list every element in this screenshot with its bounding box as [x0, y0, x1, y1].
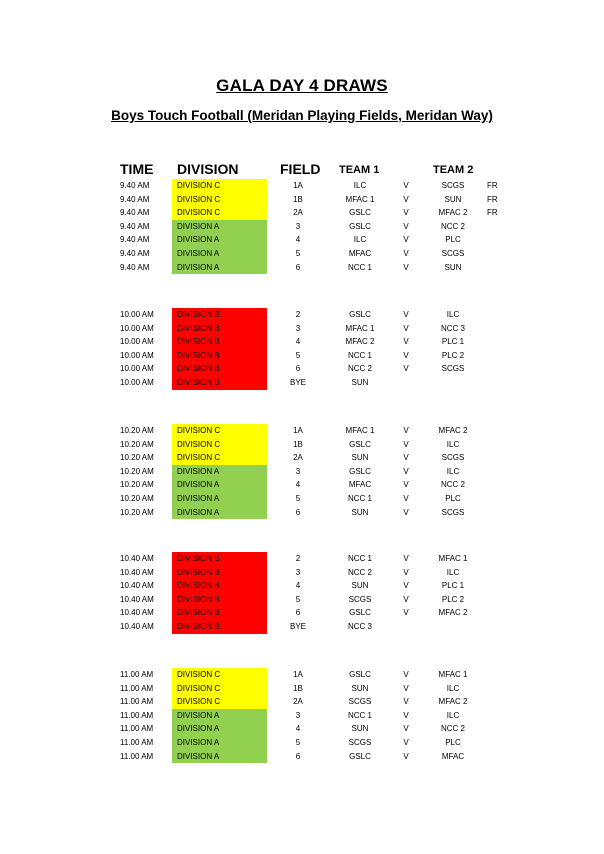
division-cell: DIVISION C [172, 179, 267, 193]
field-cell: BYE [289, 377, 306, 387]
team2-cell: MFAC 1 [438, 670, 468, 679]
team1-cell: SCGS [348, 697, 372, 707]
field-cell: 3 [295, 466, 301, 476]
time-cell: 9.40 AM [120, 248, 150, 258]
note-cell: FR [487, 208, 498, 218]
versus-cell: V [403, 181, 409, 190]
team2-cell: MFAC [441, 751, 465, 761]
table-row [0, 376, 604, 390]
field-cell: 5 [295, 350, 301, 360]
team1-cell: NCC 2 [347, 364, 372, 374]
time-cell: 10.00 AM [120, 323, 154, 333]
versus-cell: V [403, 194, 409, 204]
versus-cell: V [403, 581, 409, 591]
header-field: FIELD [280, 161, 321, 177]
field-cell: 3 [295, 323, 301, 333]
time-cell: 10.20 AM [120, 507, 154, 517]
versus-cell: V [403, 426, 409, 435]
field-cell: 6 [295, 608, 301, 618]
field-cell: 4 [295, 235, 301, 245]
division-cell: DIVISION B [172, 552, 267, 566]
team2-cell: SCGS [441, 248, 465, 258]
table-row [0, 506, 604, 520]
versus-cell: V [403, 262, 409, 272]
time-cell: 10.20 AM [120, 426, 154, 435]
time-cell: 10.20 AM [120, 480, 154, 490]
division-cell: DIVISION B [172, 349, 267, 363]
page-subtitle: Boys Touch Football (Meridan Playing Fields, Meridan Way) [111, 108, 493, 123]
team1-cell: GSLC [349, 670, 371, 679]
field-cell: 2A [293, 208, 303, 218]
time-cell: 11.00 AM [120, 737, 154, 747]
team2-cell: PLC 1 [441, 581, 465, 591]
table-row [0, 362, 604, 376]
time-cell: 10.00 AM [120, 337, 154, 347]
versus-cell: V [403, 310, 409, 319]
division-cell: DIVISION A [172, 750, 267, 764]
versus-cell: V [403, 453, 409, 463]
time-block [0, 308, 604, 390]
time-cell: 11.00 AM [120, 724, 154, 734]
header-team2: TEAM 2 [433, 164, 474, 176]
time-cell: 11.00 AM [120, 751, 154, 761]
field-cell: 3 [295, 567, 301, 577]
team1-cell: GSLC [349, 221, 371, 231]
time-cell: 11.00 AM [120, 670, 154, 679]
time-cell: 9.40 AM [120, 221, 150, 231]
team2-cell: MFAC 1 [438, 554, 468, 563]
table-row [0, 695, 604, 709]
division-cell: DIVISION A [172, 220, 267, 234]
table-row [0, 620, 604, 634]
team2-cell: SCGS [441, 181, 465, 190]
table-row [0, 193, 604, 207]
team1-cell: GSLC [349, 310, 371, 319]
team1-cell: SCGS [348, 594, 372, 604]
division-cell: DIVISION B [172, 322, 267, 336]
table-row [0, 736, 604, 750]
field-cell: 1B [293, 194, 303, 204]
division-cell: DIVISION C [172, 451, 267, 465]
team1-cell: SUN [351, 683, 369, 693]
time-cell: 10.00 AM [120, 310, 154, 319]
field-cell: 4 [295, 337, 301, 347]
table-row [0, 492, 604, 506]
field-cell: 5 [295, 594, 301, 604]
field-cell: 2A [293, 697, 303, 707]
time-cell: 10.20 AM [120, 493, 154, 503]
versus-cell: V [403, 751, 409, 761]
division-cell: DIVISION B [172, 566, 267, 580]
time-cell: 10.40 AM [120, 621, 154, 631]
versus-cell: V [403, 737, 409, 747]
time-cell: 10.00 AM [120, 364, 154, 374]
field-cell: 2A [293, 453, 303, 463]
time-cell: 9.40 AM [120, 235, 150, 245]
time-cell: 10.20 AM [120, 466, 154, 476]
table-row [0, 566, 604, 580]
division-cell: DIVISION C [172, 695, 267, 709]
team2-cell: MFAC 2 [438, 608, 468, 618]
table-row [0, 179, 604, 193]
table-row [0, 247, 604, 261]
team1-cell: MFAC [348, 480, 372, 490]
team1-cell: NCC 1 [347, 554, 372, 563]
division-cell: DIVISION C [172, 668, 267, 682]
division-cell: DIVISION C [172, 206, 267, 220]
table-row [0, 438, 604, 452]
team1-cell: SUN [351, 724, 369, 734]
team1-cell: GSLC [349, 439, 371, 449]
table-row [0, 478, 604, 492]
team2-cell: ILC [446, 310, 460, 319]
team1-cell: NCC 1 [347, 493, 372, 503]
field-cell: 6 [295, 507, 301, 517]
table-row [0, 424, 604, 438]
time-block [0, 424, 604, 519]
team1-cell: NCC 2 [347, 567, 372, 577]
division-cell: DIVISION A [172, 261, 267, 275]
table-row [0, 606, 604, 620]
team2-cell: NCC 2 [440, 480, 465, 490]
division-cell: DIVISION A [172, 233, 267, 247]
versus-cell: V [403, 235, 409, 245]
division-cell: DIVISION A [172, 709, 267, 723]
table-row [0, 750, 604, 764]
versus-cell: V [403, 507, 409, 517]
field-cell: 6 [295, 364, 301, 374]
team2-cell: ILC [446, 710, 460, 720]
table-row [0, 722, 604, 736]
table-row [0, 451, 604, 465]
team1-cell: ILC [353, 181, 367, 190]
versus-cell: V [403, 608, 409, 618]
team2-cell: NCC 2 [440, 221, 465, 231]
table-row [0, 261, 604, 275]
team1-cell: GSLC [349, 751, 371, 761]
time-cell: 10.20 AM [120, 439, 154, 449]
team1-cell: MFAC 1 [345, 194, 375, 204]
time-block [0, 179, 604, 274]
team2-cell: PLC [445, 493, 461, 503]
time-cell: 10.00 AM [120, 377, 154, 387]
field-cell: 2 [295, 310, 301, 319]
versus-cell: V [403, 439, 409, 449]
versus-cell: V [403, 323, 409, 333]
division-cell: DIVISION B [172, 308, 267, 322]
versus-cell: V [403, 350, 409, 360]
time-block [0, 552, 604, 634]
note-cell: FR [487, 181, 498, 190]
team1-cell: ILC [353, 235, 367, 245]
team1-cell: SUN [351, 581, 369, 591]
field-cell: 6 [295, 751, 301, 761]
table-row [0, 682, 604, 696]
table-row [0, 465, 604, 479]
division-cell: DIVISION B [172, 606, 267, 620]
time-cell: 11.00 AM [120, 683, 154, 693]
time-cell: 11.00 AM [120, 710, 154, 720]
time-cell: 9.40 AM [120, 181, 150, 190]
team2-cell: ILC [446, 439, 460, 449]
versus-cell: V [403, 567, 409, 577]
team1-cell: SCGS [348, 737, 372, 747]
table-row [0, 709, 604, 723]
division-cell: DIVISION B [172, 335, 267, 349]
page-title: GALA DAY 4 DRAWS [216, 76, 388, 95]
team2-cell: PLC 2 [441, 350, 465, 360]
versus-cell: V [403, 683, 409, 693]
field-cell: 6 [295, 262, 301, 272]
header-division: DIVISION [177, 161, 239, 177]
time-cell: 10.00 AM [120, 350, 154, 360]
team2-cell: PLC [445, 235, 461, 245]
versus-cell: V [403, 208, 409, 218]
table-row [0, 579, 604, 593]
time-cell: 10.20 AM [120, 453, 154, 463]
team1-cell: MFAC 1 [345, 323, 375, 333]
field-cell: 1B [293, 439, 303, 449]
team2-cell: NCC 3 [440, 323, 465, 333]
table-row [0, 668, 604, 682]
team1-cell: GSLC [349, 608, 371, 618]
team1-cell: MFAC 2 [345, 337, 375, 347]
versus-cell: V [403, 480, 409, 490]
team2-cell: MFAC 2 [438, 697, 468, 707]
versus-cell: V [403, 248, 409, 258]
versus-cell: V [403, 493, 409, 503]
header-time: TIME [120, 161, 154, 177]
team2-cell: PLC 1 [441, 337, 465, 347]
field-cell: BYE [289, 621, 306, 631]
field-cell: 4 [295, 724, 301, 734]
division-cell: DIVISION B [172, 579, 267, 593]
versus-cell: V [403, 221, 409, 231]
table-row [0, 335, 604, 349]
division-cell: DIVISION A [172, 478, 267, 492]
table-row [0, 552, 604, 566]
division-cell: DIVISION A [172, 465, 267, 479]
team2-cell: SCGS [441, 507, 465, 517]
versus-cell: V [403, 594, 409, 604]
field-cell: 1B [293, 683, 303, 693]
versus-cell: V [403, 337, 409, 347]
division-cell: DIVISION A [172, 492, 267, 506]
team1-cell: SUN [351, 453, 369, 463]
versus-cell: V [403, 466, 409, 476]
team1-cell: NCC 1 [347, 262, 372, 272]
versus-cell: V [403, 670, 409, 679]
table-row [0, 593, 604, 607]
table-row [0, 349, 604, 363]
table-row [0, 308, 604, 322]
team1-cell: GSLC [349, 466, 371, 476]
table-row [0, 233, 604, 247]
division-cell: DIVISION C [172, 438, 267, 452]
field-cell: 4 [295, 480, 301, 490]
table-row [0, 206, 604, 220]
team2-cell: PLC 2 [441, 594, 465, 604]
field-cell: 5 [295, 737, 301, 747]
field-cell: 5 [295, 493, 301, 503]
time-block [0, 668, 604, 763]
team2-cell: SCGS [441, 364, 465, 374]
table-row [0, 322, 604, 336]
time-cell: 11.00 AM [120, 697, 154, 707]
team2-cell: SUN [444, 262, 462, 272]
team1-cell: GSLC [349, 208, 371, 218]
time-cell: 10.40 AM [120, 594, 154, 604]
time-cell: 9.40 AM [120, 194, 150, 204]
team2-cell: NCC 2 [440, 724, 465, 734]
division-cell: DIVISION A [172, 506, 267, 520]
time-cell: 10.40 AM [120, 608, 154, 618]
division-cell: DIVISION C [172, 193, 267, 207]
versus-cell: V [403, 364, 409, 374]
team1-cell: NCC 1 [347, 710, 372, 720]
division-cell: DIVISION A [172, 722, 267, 736]
field-cell: 1A [293, 181, 303, 190]
team2-cell: MFAC 2 [438, 208, 468, 218]
team1-cell: SUN [351, 377, 369, 387]
note-cell: FR [487, 194, 498, 204]
division-cell: DIVISION A [172, 247, 267, 261]
division-cell: DIVISION B [172, 362, 267, 376]
time-cell: 10.40 AM [120, 581, 154, 591]
team1-cell: SUN [351, 507, 369, 517]
team2-cell: SUN [444, 194, 462, 204]
team2-cell: SCGS [441, 453, 465, 463]
team1-cell: MFAC [348, 248, 372, 258]
time-cell: 9.40 AM [120, 208, 150, 218]
field-cell: 1A [293, 670, 303, 679]
field-cell: 3 [295, 221, 301, 231]
time-cell: 10.40 AM [120, 554, 154, 563]
division-cell: DIVISION B [172, 620, 267, 634]
versus-cell: V [403, 724, 409, 734]
versus-cell: V [403, 710, 409, 720]
team2-cell: ILC [446, 567, 460, 577]
team1-cell: MFAC 1 [345, 426, 375, 435]
table-row [0, 220, 604, 234]
division-cell: DIVISION B [172, 376, 267, 390]
field-cell: 3 [295, 710, 301, 720]
division-cell: DIVISION B [172, 593, 267, 607]
header-team1: TEAM 1 [339, 164, 380, 176]
time-cell: 9.40 AM [120, 262, 150, 272]
time-cell: 10.40 AM [120, 567, 154, 577]
versus-cell: V [403, 697, 409, 707]
team2-cell: MFAC 2 [438, 426, 468, 435]
division-cell: DIVISION C [172, 424, 267, 438]
field-cell: 1A [293, 426, 303, 435]
team2-cell: PLC [445, 737, 461, 747]
division-cell: DIVISION A [172, 736, 267, 750]
division-cell: DIVISION C [172, 682, 267, 696]
field-cell: 4 [295, 581, 301, 591]
team1-cell: NCC 3 [347, 621, 372, 631]
versus-cell: V [403, 554, 409, 563]
field-cell: 5 [295, 248, 301, 258]
team2-cell: ILC [446, 683, 460, 693]
team1-cell: NCC 1 [347, 350, 372, 360]
field-cell: 2 [295, 554, 301, 563]
team2-cell: ILC [446, 466, 460, 476]
